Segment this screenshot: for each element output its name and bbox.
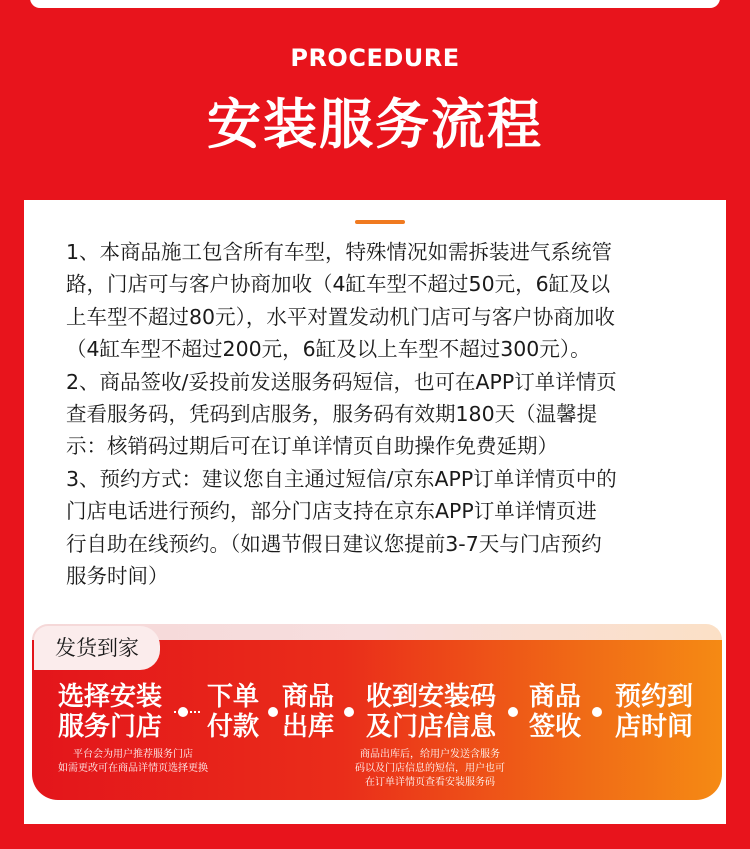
step-line: 签收: [528, 712, 581, 742]
section-subtitle: PROCEDURE: [290, 44, 460, 72]
top-card-edge: [30, 0, 720, 8]
note-line: 查看服务码，凭码到店服务，服务码有效期180天（温馨提: [66, 402, 598, 427]
note-line: 1、本商品施工包含所有车型，特殊情况如需拆装进气系统管: [66, 240, 613, 264]
flow-dot: [178, 707, 188, 717]
flow-step-pay: [200, 682, 266, 742]
flow-note-store: [38, 748, 228, 776]
note-line: （4缸车型不超过200元，6缸及以上车型不超过300元）。: [66, 337, 591, 362]
flow-step-select-store: [50, 682, 170, 742]
procedure-notes: [66, 236, 706, 592]
flow-dot: [592, 707, 602, 717]
section-title: 安装服务流程: [207, 93, 543, 156]
step-line: 商品: [528, 682, 581, 712]
step-line: 商品: [281, 682, 334, 712]
flow-dot: [508, 707, 518, 717]
ship-home-tab: 发货到家: [34, 626, 160, 670]
procedure-card: [24, 200, 726, 824]
step-line: 及门店信息: [365, 712, 496, 742]
note-line: 行自助在线预约。（如遇节假日建议您提前3-7天与门店预约: [66, 531, 602, 556]
flow-dot: [268, 707, 278, 717]
note-line: 示：核销码过期后可在订单详情页自助操作免费延期）: [66, 434, 558, 459]
flow-step-book: [604, 682, 704, 742]
step-line: 出库: [281, 712, 334, 742]
note-text: 在订单详情页查看安装服务码: [365, 777, 495, 788]
flow-step-receive-code: [356, 682, 506, 742]
note-text: 如需更改可在商品详情页选择更换: [58, 763, 208, 774]
step-line: 选择安装: [57, 682, 162, 712]
note-line: 上车型不超过80元），水平对置发动机门店可与客户协商加收: [66, 304, 615, 329]
step-line: 付款: [206, 712, 259, 742]
note-line: 2、商品签收/妥投前发送服务码短信，也可在APP订单详情页: [66, 369, 617, 394]
note-line: 路，门店可与客户协商加收（4缸车型不超过50元，6缸及以: [66, 272, 611, 297]
step-line: 服务门店: [57, 712, 162, 742]
flow-note-code: [340, 748, 520, 790]
note-line: 3、预约方式：建议您自主通过短信/京东APP订单详情页中的: [66, 466, 617, 491]
step-line: 店时间: [614, 712, 693, 742]
accent-line: [355, 220, 405, 224]
flow-step-sign: [522, 682, 588, 742]
note-line: 服务时间）: [66, 564, 169, 589]
step-line: 收到安装码: [365, 682, 496, 712]
note-text: 码以及门店信息的短信，用户也可: [355, 763, 505, 774]
step-line: 下单: [206, 682, 259, 712]
flow-step-ship: [278, 682, 338, 742]
flow-dot: [344, 707, 354, 717]
note-text: 商品出库后，给用户发送含服务: [360, 749, 500, 760]
note-text: 平台会为用户推荐服务门店: [73, 749, 193, 760]
note-line: 门店电话进行预约，部分门店支持在京东APP订单详情页进: [66, 499, 597, 524]
step-line: 预约到: [614, 682, 693, 712]
